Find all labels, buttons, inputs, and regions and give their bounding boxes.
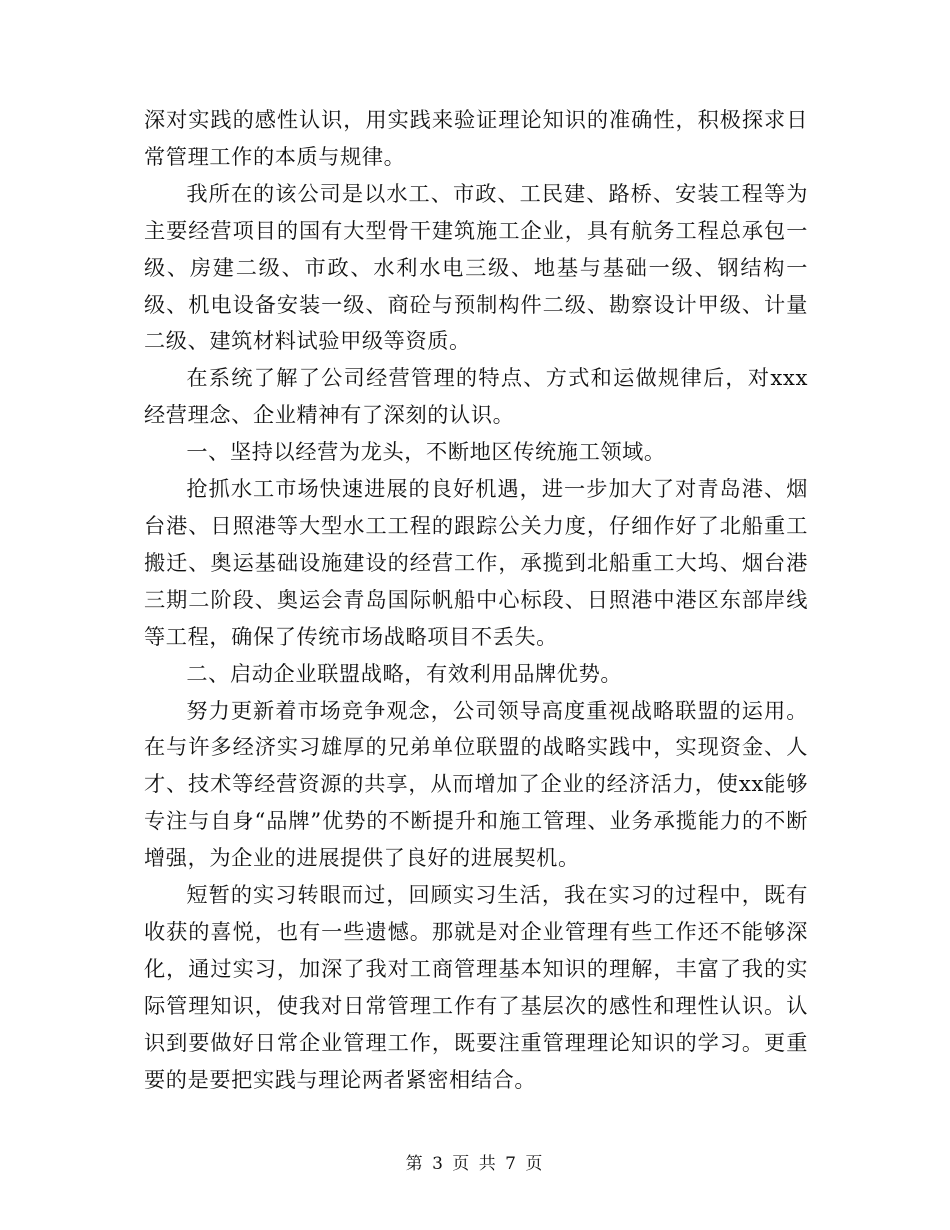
section-heading-operations: 一、坚持以经营为龙头，不断地区传统施工领域。 [186,439,666,465]
paragraph-continuation: 深对实践的感性认识，用实践来验证理论知识的准确性，积极探求日常管理工作的本质与规律。 [144,107,808,169]
paragraph-market-opportunity: 抢抓水工市场快速进展的良好机遇，进一步加大了对青岛港、烟台港、日照港等大型水工工程的跟踪公关力度，仔细作好了北船重工搬迁、奥运基础设施建设的经营工作，承揽到北船重工大坞、烟台港三期二阶段、奥运会青岛国际帆船中心标段、日照港中港区东部岸线等工程，确保了传统市场战略项目不丢失。 [144,476,808,649]
paragraph-alliance-strategy: 努力更新着市场竞争观念，公司领导高度重视战略联盟的运用。在与许多经济实习雄厚的兄弟单位联盟的战略实践中，实现资金、人才、技术等经营资源的共享，从而增加了企业的经济活力，使xx能够专注与自身“品牌”优势的不断提升和施工管理、业务承揽能力的不断增强，为企业的进展提供了良好的进展契机。 [144,697,808,871]
paragraph-company-profile: 我所在的该公司是以水工、市政、工民建、路桥、安装工程等为主要经营项目的国有大型骨干建筑施工企业，具有航务工程总承包一级、房建二级、市政、水利水电三级、地基与基础一级、钢结构一级、机电设备安装一级、商砼与预制构件二级、勘察设计甲级、计量二级、建筑材料试验甲级等资质。 [144,180,808,354]
section-heading-alliance: 二、启动企业联盟战略，有效利用品牌优势。 [186,660,623,686]
document-body [144,102,808,1098]
paragraph-internship-summary: 短暂的实习转眼而过，回顾实习生活，我在实习的过程中，既有收获的喜悦，也有一些遗憾。那就是对企业管理有些工作还不能够深化，通过实习，加深了我对工商管理基本知识的理解，丰富了我的实际管理知识，使我对日常管理工作有了基层次的感性和理性认识。认识到要做好日常企业管理工作，既要注重管理理论知识的学习。更重要的是要把实践与理论两者紧密相结合。 [144,882,808,1092]
page-number-footer: 第 3 页 共 7 页 [405,1154,545,1174]
paragraph-management-understanding: 在系统了解了公司经营管理的特点、方式和运做规律后，对xxx经营理念、企业精神有了深刻的认识。 [144,365,808,428]
